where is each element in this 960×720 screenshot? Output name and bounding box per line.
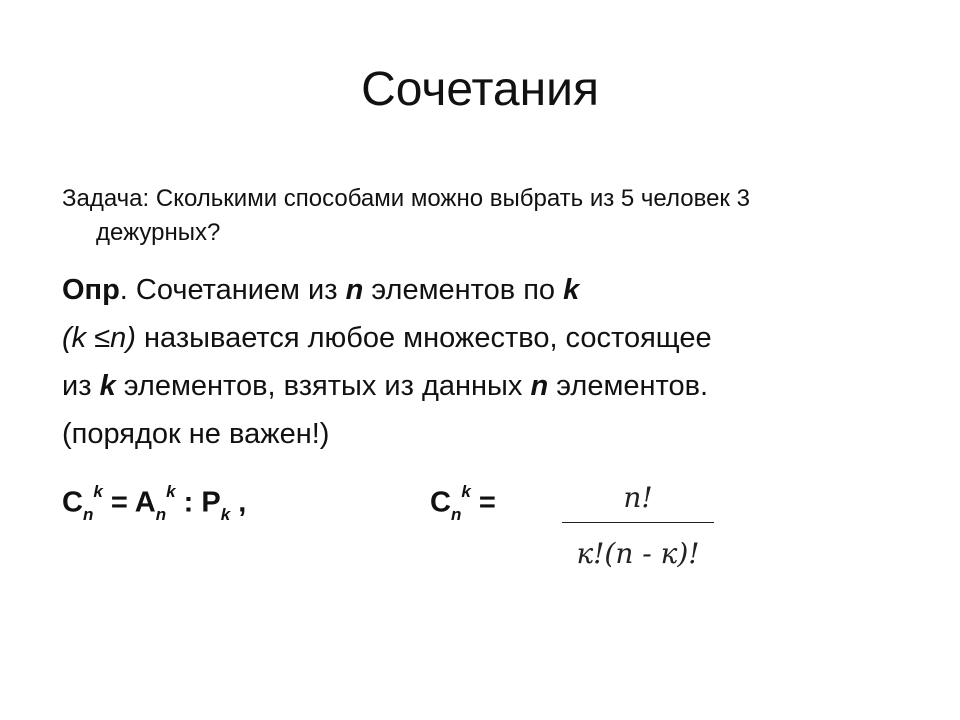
equals-sign: = <box>102 486 135 519</box>
factorial-fraction <box>560 478 716 577</box>
formula-combination-via-arrangement <box>62 482 247 525</box>
definition-text: из <box>62 370 100 402</box>
paren-open: ( <box>62 322 72 354</box>
var-k: k <box>563 274 580 306</box>
var-n: n <box>345 274 364 306</box>
definition-label: Опр <box>62 274 120 306</box>
definition-line-1 <box>62 266 922 314</box>
subscript-k: k <box>220 505 231 525</box>
definition-text: элементов по <box>363 274 564 306</box>
definition-line-2 <box>62 314 922 362</box>
var-n: n <box>530 370 549 402</box>
definition-text: элементов. <box>548 370 709 402</box>
task-line-2: дежурных? <box>96 219 221 246</box>
superscript-k: k <box>93 482 103 501</box>
symbol-C: C <box>62 486 83 519</box>
paren-close: ) <box>126 322 136 354</box>
definition <box>62 266 922 458</box>
subscript-n: n <box>82 505 94 525</box>
symbol-C: C <box>430 486 451 519</box>
superscript-k: k <box>166 482 176 501</box>
formula-combination-lhs <box>430 482 496 525</box>
colon-sign: : <box>175 486 202 519</box>
definition-text: . Сочетанием из <box>119 274 346 306</box>
var-n: n <box>110 322 127 354</box>
var-k: k <box>99 370 116 402</box>
task-line-1: Задача: Сколькими способами можно выбрать из 5 человек 3 <box>62 185 750 212</box>
fraction-numerator <box>560 478 716 522</box>
task-text <box>62 182 912 250</box>
definition-line-4: (порядок не важен!) <box>62 418 330 450</box>
definition-line-3 <box>62 362 922 410</box>
numerator-text: n! <box>623 481 653 514</box>
definition-text: называется любое множество, состоящее <box>135 322 712 354</box>
fraction-denominator <box>560 523 716 577</box>
subscript-n: n <box>155 505 167 525</box>
equals-sign: = <box>470 486 496 519</box>
subscript-n: n <box>450 505 462 525</box>
symbol-P: P <box>201 486 221 519</box>
slide-title: Сочетания <box>361 63 599 116</box>
var-k: k <box>71 322 87 354</box>
superscript-k: k <box>461 482 471 501</box>
definition-text: элементов, взятых из данных <box>115 370 531 402</box>
denominator-text: к!(n - к)! <box>576 537 700 570</box>
comma: , <box>230 486 247 519</box>
symbol-A: A <box>134 486 156 519</box>
le-sign: ≤ <box>86 322 111 354</box>
